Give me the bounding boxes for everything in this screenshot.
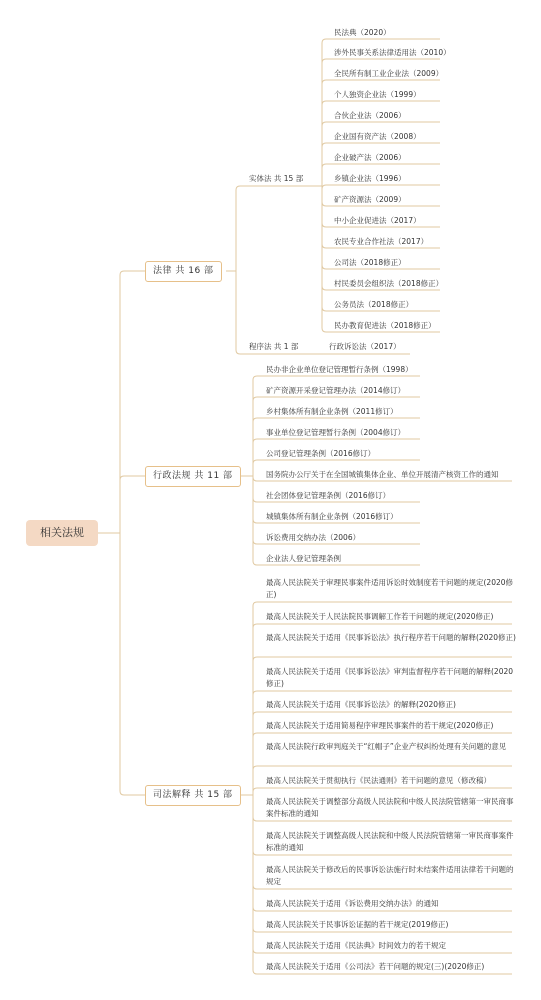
judicial-interpretation-item[interactable]: 最高人民法院关于适用《诉讼费用交纳办法》的通知 — [266, 899, 439, 908]
admin-regulation-item[interactable]: 事业单位登记管理暂行条例（2004修订） — [266, 428, 406, 437]
substantive-law-item[interactable]: 村民委员会组织法（2018修正） — [334, 279, 444, 288]
admin-regulation-item[interactable]: 国务院办公厅关于在全国城镇集体企业、单位开展清产核资工作的通知 — [266, 470, 499, 479]
substantive-law-item[interactable]: 乡镇企业法（1996） — [334, 174, 406, 183]
judicial-interpretation-item[interactable]: 最高人民法院关于民事诉讼证据的若干规定(2019修正) — [266, 920, 449, 929]
judicial-interpretation-item[interactable]: 最高人民法院关于适用《公司法》若干问题的规定(三)(2020修正) — [266, 962, 485, 971]
admin-regulation-item[interactable]: 城镇集体所有制企业条例（2016修订） — [266, 512, 398, 521]
category-law[interactable]: 法律 共 16 部 — [145, 261, 222, 282]
judicial-interpretation-item[interactable]: 最高人民法院关于贯彻执行《民法通则》若干问题的意见（修改稿） — [266, 776, 491, 785]
admin-regulation-item[interactable]: 社会团体登记管理条例（2016修订） — [266, 491, 391, 500]
substantive-law-item[interactable]: 企业破产法（2006） — [334, 153, 406, 162]
category-admin-regulations[interactable]: 行政法规 共 11 部 — [145, 466, 241, 487]
substantive-law-item[interactable]: 民法典（2020） — [334, 28, 391, 37]
admin-regulation-item[interactable]: 企业法人登记管理条例 — [266, 554, 341, 563]
judicial-interpretation-item[interactable]: 最高人民法院关于适用《民事诉讼法》执行程序若干问题的解释(2020修正) — [266, 633, 516, 642]
judicial-interpretation-item[interactable]: 最高人民法院关于调整高级人民法院和中级人民法院管辖第一审民商事案件标准的通知 — [266, 831, 514, 852]
judicial-interpretation-item[interactable]: 最高人民法院关于人民法院民事调解工作若干问题的规定(2020修正) — [266, 612, 494, 621]
admin-regulation-item[interactable]: 诉讼费用交纳办法（2006） — [266, 533, 361, 542]
substantive-law-item[interactable]: 中小企业促进法（2017） — [334, 216, 421, 225]
substantive-law-item[interactable]: 全民所有制工业企业法（2009） — [334, 69, 444, 78]
substantive-law-item[interactable]: 民办教育促进法（2018修正） — [334, 321, 436, 330]
substantive-law-item[interactable]: 涉外民事关系法律适用法（2010） — [334, 48, 451, 57]
substantive-law-item[interactable]: 公司法（2018修正） — [334, 258, 406, 267]
judicial-interpretation-item[interactable]: 最高人民法院关于修改后的民事诉讼法施行时未结案件适用法律若干问题的规定 — [266, 865, 514, 886]
substantive-law-item[interactable]: 矿产资源法（2009） — [334, 195, 406, 204]
admin-regulation-item[interactable]: 乡村集体所有制企业条例（2011修订） — [266, 407, 398, 416]
substantive-law-item[interactable]: 个人独资企业法（1999） — [334, 90, 421, 99]
judicial-interpretation-item[interactable]: 最高人民法院关于适用简易程序审理民事案件的若干规定(2020修正) — [266, 721, 494, 730]
substantive-law-item[interactable]: 公务员法（2018修正） — [334, 300, 414, 309]
judicial-interpretation-item[interactable]: 最高人民法院行政审判庭关于“红帽子”企业产权纠纷处理有关问题的意见 — [266, 742, 507, 751]
substantive-law-item[interactable]: 企业国有资产法（2008） — [334, 132, 421, 141]
judicial-interpretation-item[interactable]: 最高人民法院关于适用《民事诉讼法》审判监督程序若干问题的解释(2020修正) — [266, 667, 514, 688]
subcategory-procedural-law[interactable]: 程序法 共 1 部 — [249, 342, 299, 351]
admin-regulation-item[interactable]: 矿产资源开采登记管理办法（2014修订） — [266, 386, 406, 395]
judicial-interpretation-item[interactable]: 最高人民法院关于适用《民法典》时间效力的若干规定 — [266, 941, 446, 950]
judicial-interpretation-item[interactable]: 最高人民法院关于审理民事案件适用诉讼时效制度若干问题的规定(2020修正) — [266, 578, 514, 599]
judicial-interpretation-item[interactable]: 最高人民法院关于适用《民事诉讼法》的解释(2020修正) — [266, 700, 456, 709]
root-node[interactable]: 相关法规 — [26, 520, 98, 546]
category-judicial-interpretations[interactable]: 司法解释 共 15 部 — [145, 785, 241, 806]
judicial-interpretation-item[interactable]: 最高人民法院关于调整部分高级人民法院和中级人民法院管辖第一审民商事案件标准的通知 — [266, 797, 514, 818]
admin-regulation-item[interactable]: 民办非企业单位登记管理暂行条例（1998） — [266, 365, 413, 374]
procedural-law-item[interactable]: 行政诉讼法（2017） — [329, 342, 401, 351]
admin-regulation-item[interactable]: 公司登记管理条例（2016修订） — [266, 449, 376, 458]
subcategory-substantive-law[interactable]: 实体法 共 15 部 — [249, 174, 304, 183]
substantive-law-item[interactable]: 合伙企业法（2006） — [334, 111, 406, 120]
substantive-law-item[interactable]: 农民专业合作社法（2017） — [334, 237, 429, 246]
